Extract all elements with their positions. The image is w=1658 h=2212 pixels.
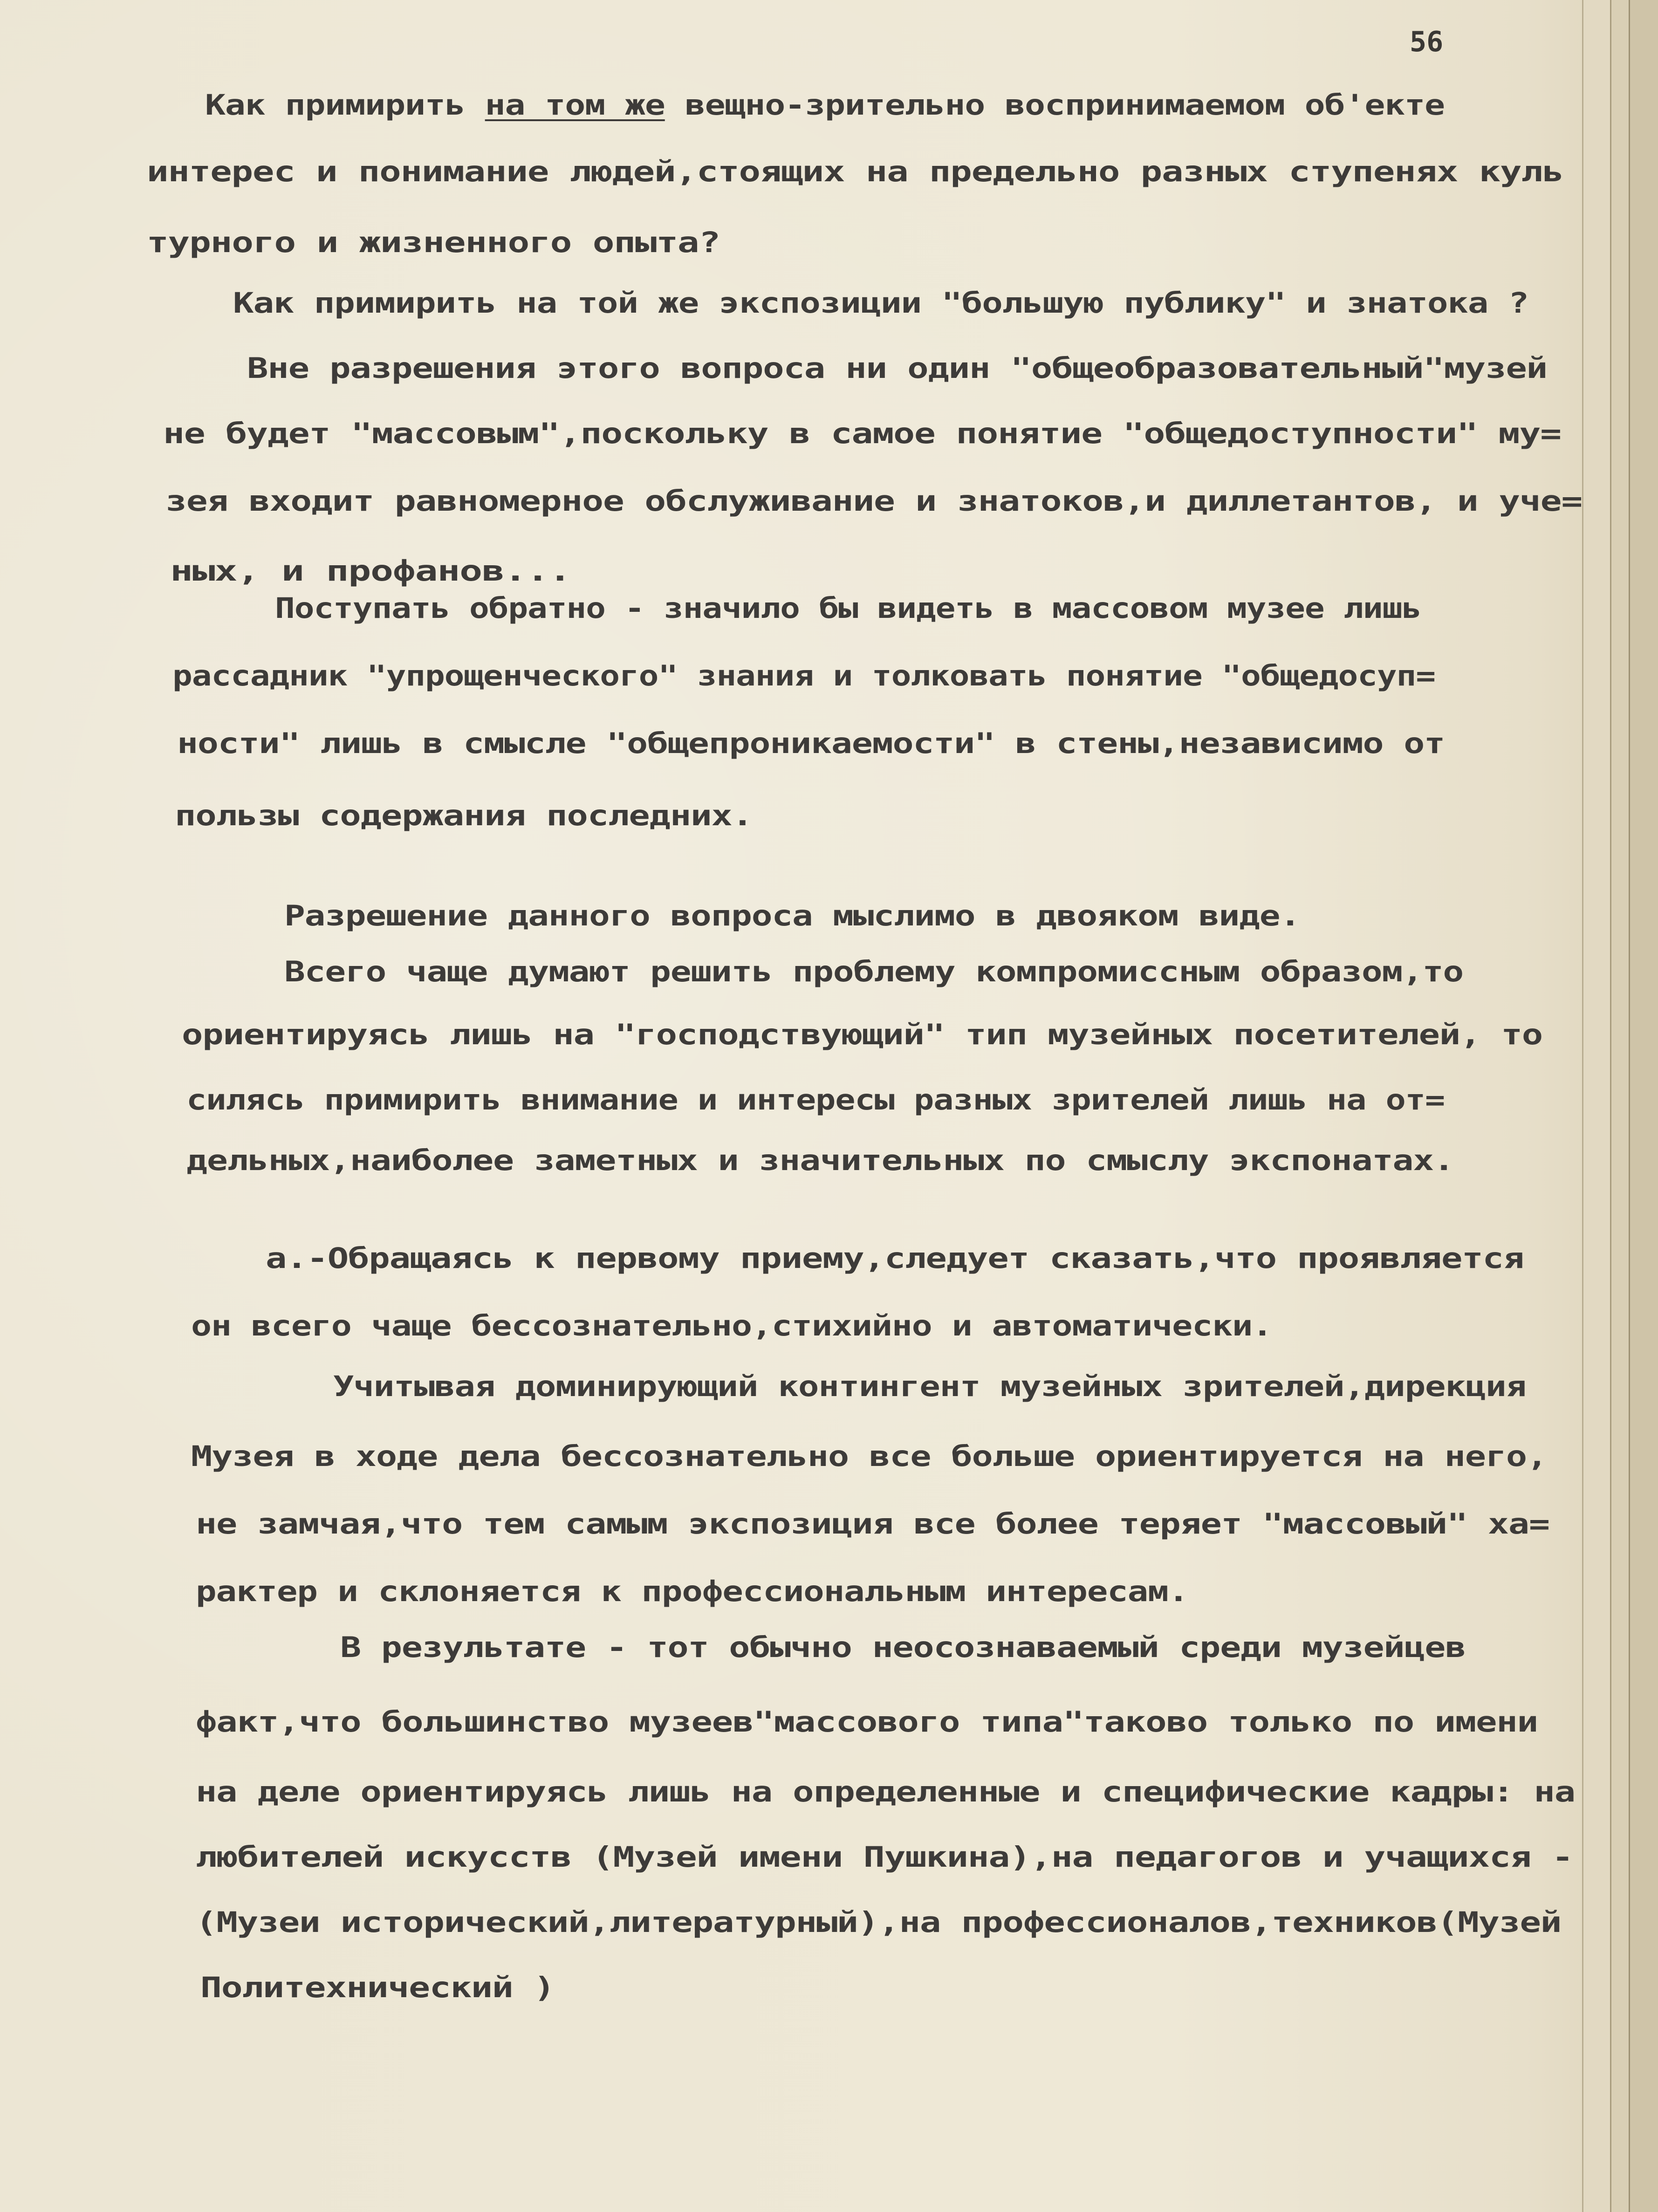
text-line bbox=[340, 1633, 1466, 1662]
text-segment: Музея в ходе дела бессознательно все больше ориентируется на него, bbox=[191, 1440, 1548, 1473]
text-line bbox=[186, 1146, 1454, 1175]
text-line bbox=[163, 419, 1561, 448]
text-line bbox=[147, 155, 1564, 188]
page-edge bbox=[1582, 0, 1611, 2212]
text-line bbox=[266, 1244, 1524, 1273]
text-segment: силясь примирить внимание и интересы разных зрителей лишь на от= bbox=[186, 1083, 1445, 1116]
page-edge bbox=[1629, 0, 1658, 2212]
text-segment: не будет "массовым",поскольку в самое понятие "общедоступности" му= bbox=[163, 417, 1561, 450]
text-segment: интерес и понимание людей,стоящих на предельно разных ступенях куль bbox=[147, 155, 1564, 188]
text-segment: на деле ориентируясь лишь на определенные и специфические кадры: на bbox=[196, 1775, 1575, 1808]
text-line bbox=[177, 729, 1445, 758]
text-line bbox=[284, 899, 1300, 932]
text-segment: факт,что большинство музеев"массового типа"таково только по имени bbox=[196, 1705, 1538, 1739]
text-segment: Политехнический ) bbox=[200, 1971, 555, 2004]
text-segment: ориентируясь лишь на "господствующий" тип музейных посетителей, то bbox=[182, 1018, 1542, 1051]
text-segment: Всего чаще думают решить проблему компромиссным образом,то bbox=[284, 955, 1463, 988]
text-line bbox=[196, 1908, 1561, 1937]
text-segment: турного и жизненного опыта? bbox=[147, 226, 720, 259]
text-line bbox=[182, 1020, 1542, 1049]
text-line bbox=[147, 228, 720, 257]
text-segment: а.-Обращаясь к первому приему,следует сказать,что проявляется bbox=[266, 1242, 1524, 1275]
text-segment: Учитывая доминирующий контингент музейных зрителей,дирекция bbox=[333, 1370, 1526, 1403]
text-segment: любителей искусств (Музей имени Пушкина),на педагогов и учащихся - bbox=[196, 1841, 1573, 1874]
underlined-text: на том же bbox=[485, 89, 665, 122]
page-edge bbox=[1610, 0, 1630, 2212]
text-line bbox=[191, 1309, 1273, 1342]
text-line bbox=[333, 1372, 1526, 1401]
text-line bbox=[247, 354, 1547, 383]
text-segment: ных, и профанов... bbox=[170, 555, 571, 588]
text-segment: В результате - тот обычно неосознаваемый среди музейцев bbox=[340, 1631, 1466, 1664]
text-segment: Разрешение данного вопроса мыслимо в двояком виде. bbox=[284, 899, 1300, 932]
text-line bbox=[233, 287, 1529, 320]
text-line bbox=[165, 485, 1583, 518]
text-line bbox=[196, 1841, 1573, 1874]
text-segment: рактер и склоняется к профессиональным интересам. bbox=[196, 1575, 1189, 1608]
text-line bbox=[196, 1507, 1549, 1541]
text-line bbox=[191, 1442, 1547, 1471]
text-line bbox=[175, 801, 753, 830]
text-segment: он всего чаще бессознательно,стихийно и автоматически. bbox=[191, 1309, 1273, 1342]
text-line bbox=[186, 1083, 1445, 1116]
text-line bbox=[275, 594, 1421, 623]
text-segment: пользы содержания последних. bbox=[175, 799, 753, 832]
text-line bbox=[196, 1775, 1575, 1808]
text-line bbox=[200, 1973, 555, 2002]
text-segment: Поступать обратно - значило бы видеть в массовом музее лишь bbox=[275, 592, 1421, 625]
text-segment: Как примирить bbox=[205, 89, 485, 122]
text-segment: зея входит равномерное обслуживание и знатоков,и диллетантов, и уче= bbox=[165, 485, 1583, 518]
text-line bbox=[205, 89, 1445, 122]
text-segment: ности" лишь в смысле "общепроникаемости" в стены,независимо от bbox=[177, 727, 1445, 760]
text-segment: Как примирить на той же экспозиции "большую публику" и знатока ? bbox=[233, 287, 1529, 320]
text-segment: Вне разрешения этого вопроса ни один "общеобразовательный"музей bbox=[247, 352, 1547, 385]
text-line bbox=[196, 1577, 1188, 1606]
text-line bbox=[196, 1705, 1538, 1739]
text-segment: (Музеи исторический,литературный),на профессионалов,техников(Музей bbox=[196, 1906, 1562, 1939]
text-line bbox=[170, 555, 571, 588]
text-segment: не замчая,что тем самым экспозиция все более теряет "массовый" ха= bbox=[196, 1507, 1549, 1541]
text-segment: дельных,наиболее заметных и значительных по смыслу экспонатах. bbox=[186, 1144, 1454, 1177]
text-segment: вещно-зрительно воспринимаемом об'екте bbox=[665, 89, 1445, 122]
page-number: 56 bbox=[1410, 26, 1444, 58]
text-line bbox=[172, 659, 1435, 692]
text-line bbox=[284, 955, 1463, 988]
text-segment: рассадник "упрощенческого" знания и толковать понятие "общедосуп= bbox=[172, 659, 1435, 692]
